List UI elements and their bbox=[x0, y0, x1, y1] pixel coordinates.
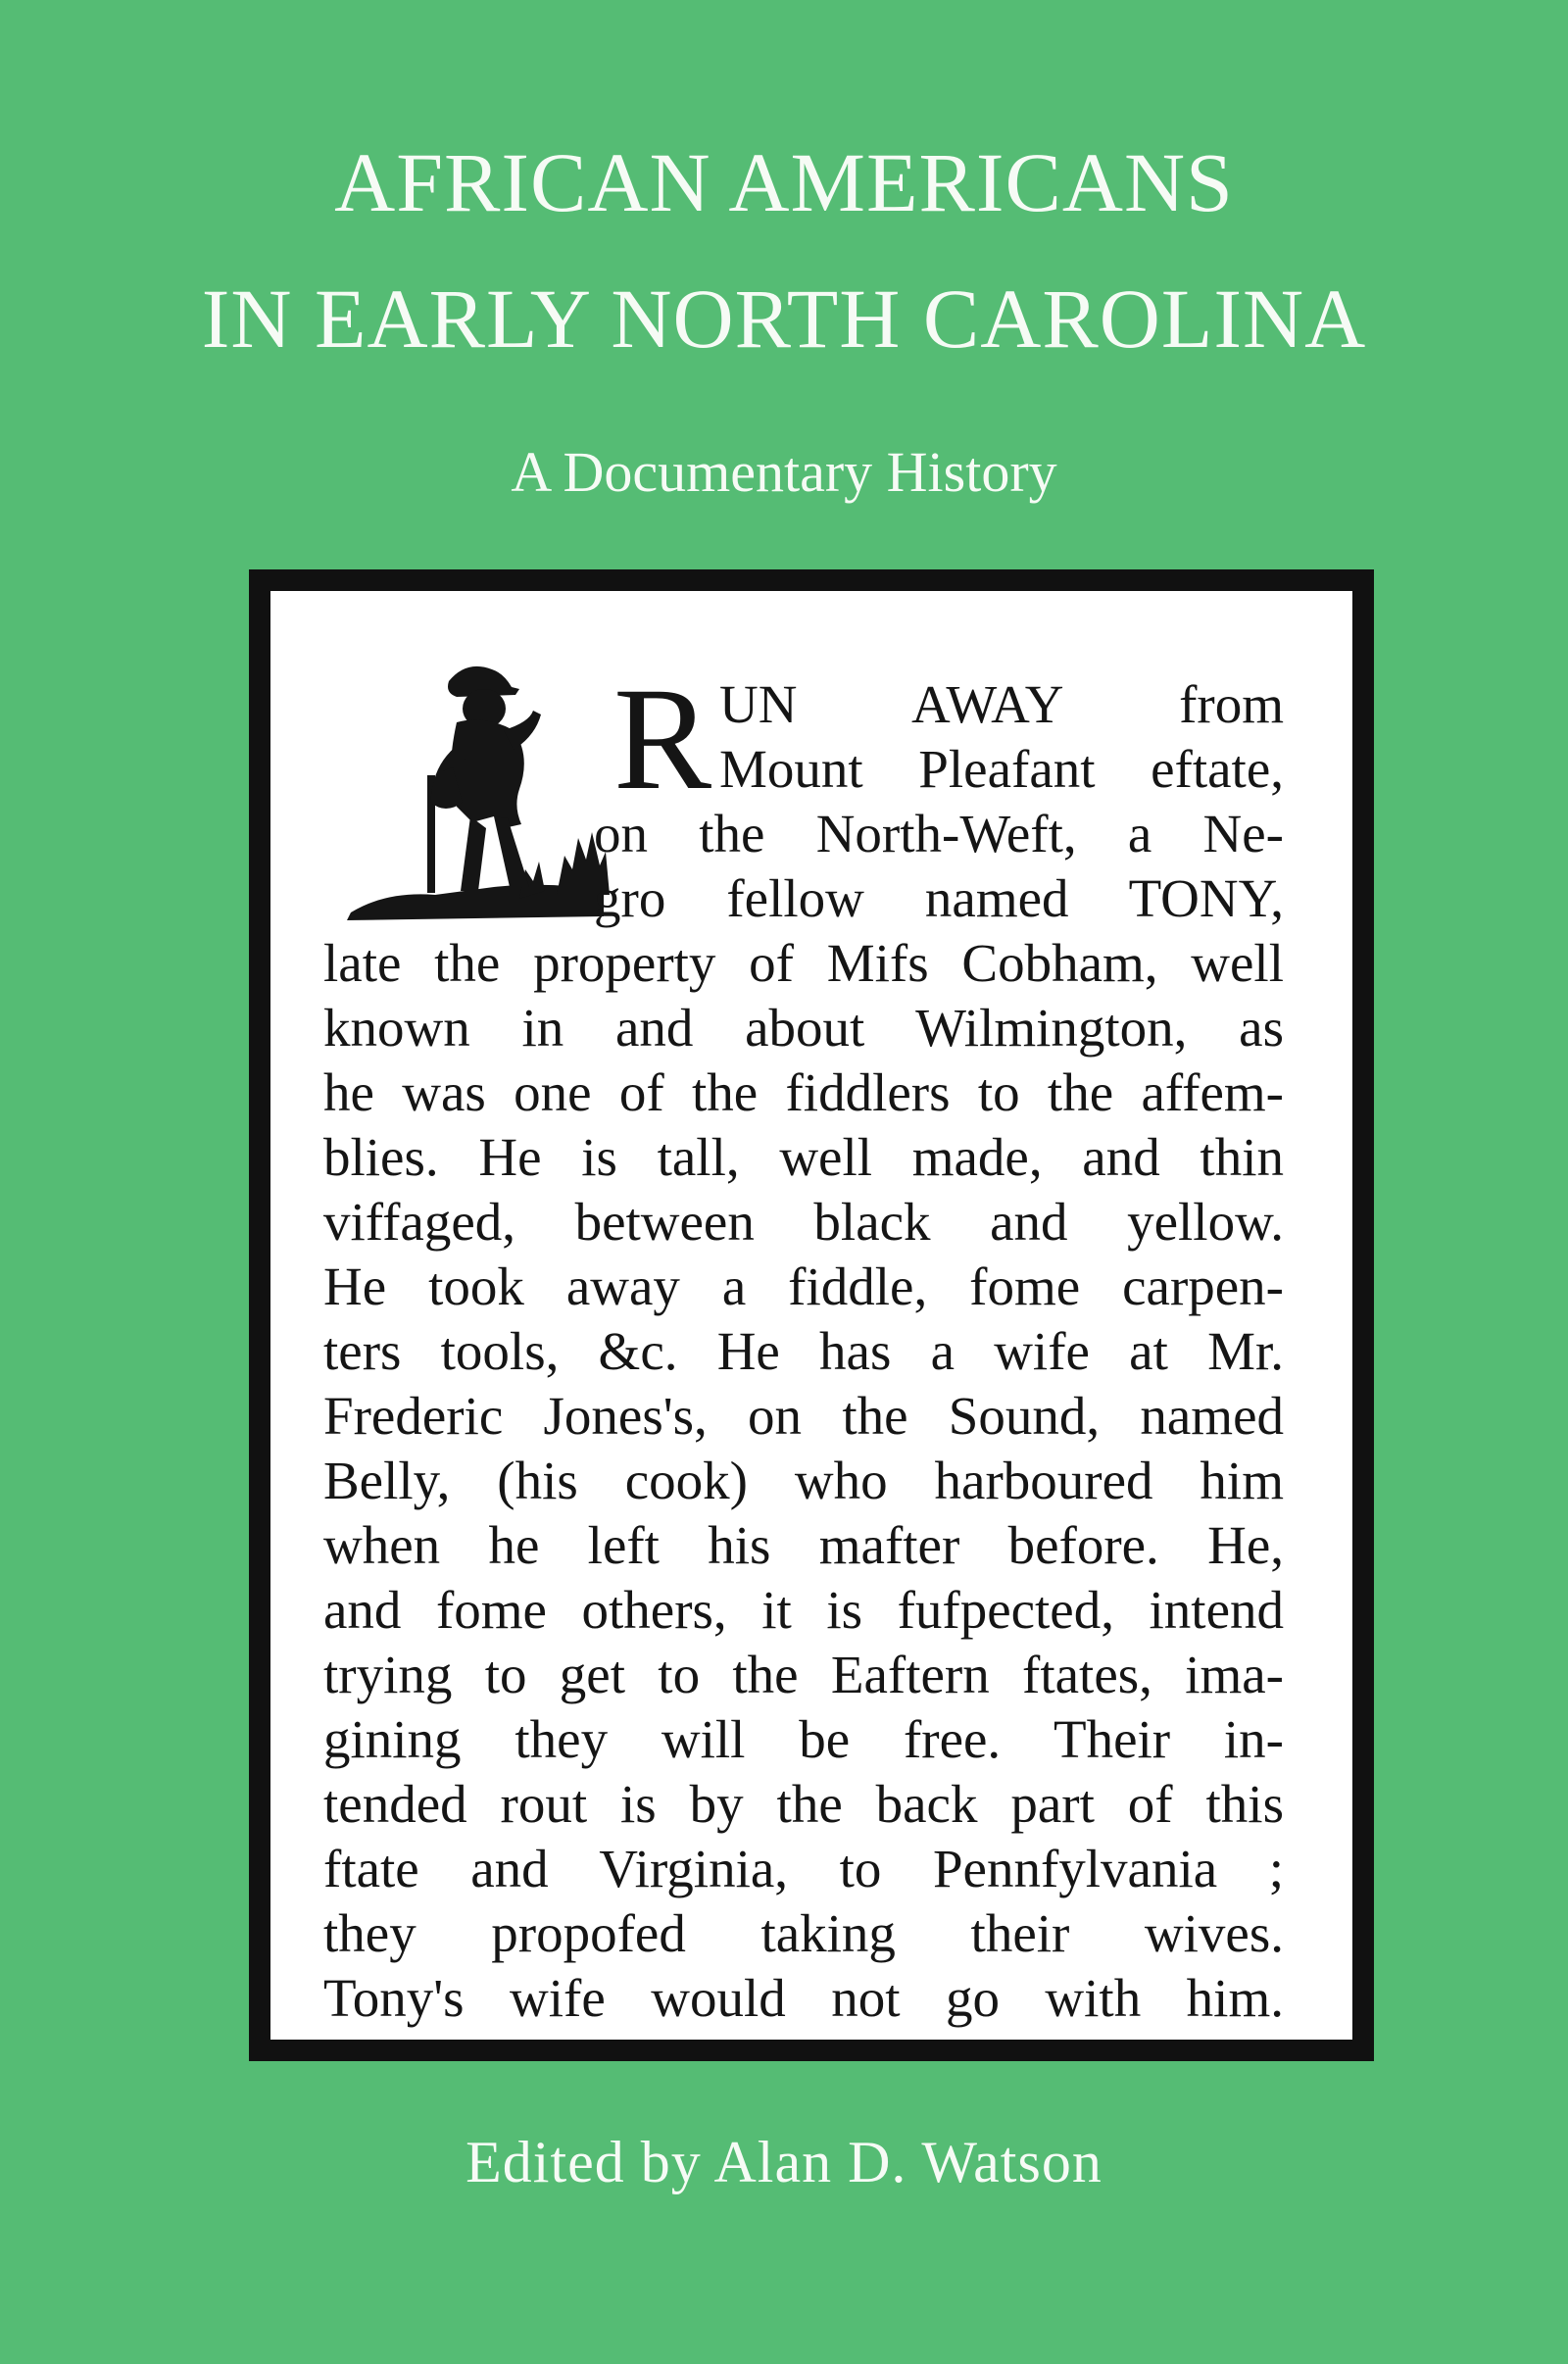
cover-editor-credit: Edited by Alan D. Watson bbox=[466, 2130, 1102, 2194]
ad-line: tended rout is by the back part of this bbox=[323, 1774, 1284, 1834]
ad-line: when he left his mafter before. He, bbox=[323, 1515, 1284, 1575]
ad-line: Frederic Jones's, on the Sound, named bbox=[323, 1386, 1284, 1446]
ad-line: on the North-Weft, a Ne- bbox=[594, 804, 1284, 863]
cover-title-line-2: IN EARLY NORTH CAROLINA bbox=[201, 271, 1367, 366]
ad-line: Belly, (his cook) who harboured him bbox=[323, 1451, 1284, 1510]
advertisement-dropcap: R bbox=[613, 658, 712, 820]
ad-line: UN AWAY from bbox=[719, 674, 1284, 734]
ad-line: he was one of the fiddlers to the affem- bbox=[323, 1062, 1284, 1122]
ad-line: viffaged, between black and yellow. bbox=[323, 1192, 1284, 1252]
ad-line: blies. He is tall, well made, and thin bbox=[323, 1127, 1284, 1187]
ad-line: late the property of Mifs Cobham, well bbox=[323, 933, 1284, 993]
ad-line: Mount Pleafant eftate, bbox=[719, 739, 1284, 799]
ad-line: they propofed taking their wives. bbox=[323, 1903, 1284, 1963]
ad-line: ters tools, &c. He has a wife at Mr. bbox=[323, 1321, 1284, 1381]
ad-line: trying to get to the Eaftern ftates, ima- bbox=[323, 1645, 1284, 1704]
ad-line: gro fellow named TONY, bbox=[594, 868, 1284, 928]
ad-line: ftate and Virginia, to Pennfylvania ; bbox=[323, 1839, 1284, 1898]
cover-subtitle: A Documentary History bbox=[511, 440, 1057, 504]
advertisement-text bbox=[270, 591, 1352, 2040]
ad-line: gining they will be free. Their in- bbox=[323, 1709, 1284, 1769]
ad-line: known in and about Wilmington, as bbox=[323, 998, 1284, 1058]
advertisement-frame bbox=[249, 569, 1374, 2061]
ad-line: He took away a fiddle, fome carpen- bbox=[323, 1256, 1284, 1316]
ad-line: Tony's wife would not go with him. bbox=[323, 1968, 1284, 2028]
advertisement-paper bbox=[270, 591, 1352, 2040]
ad-line: and fome others, it is fufpected, intend bbox=[323, 1580, 1284, 1640]
cover-title-line-1: AFRICAN AMERICANS bbox=[334, 135, 1234, 229]
